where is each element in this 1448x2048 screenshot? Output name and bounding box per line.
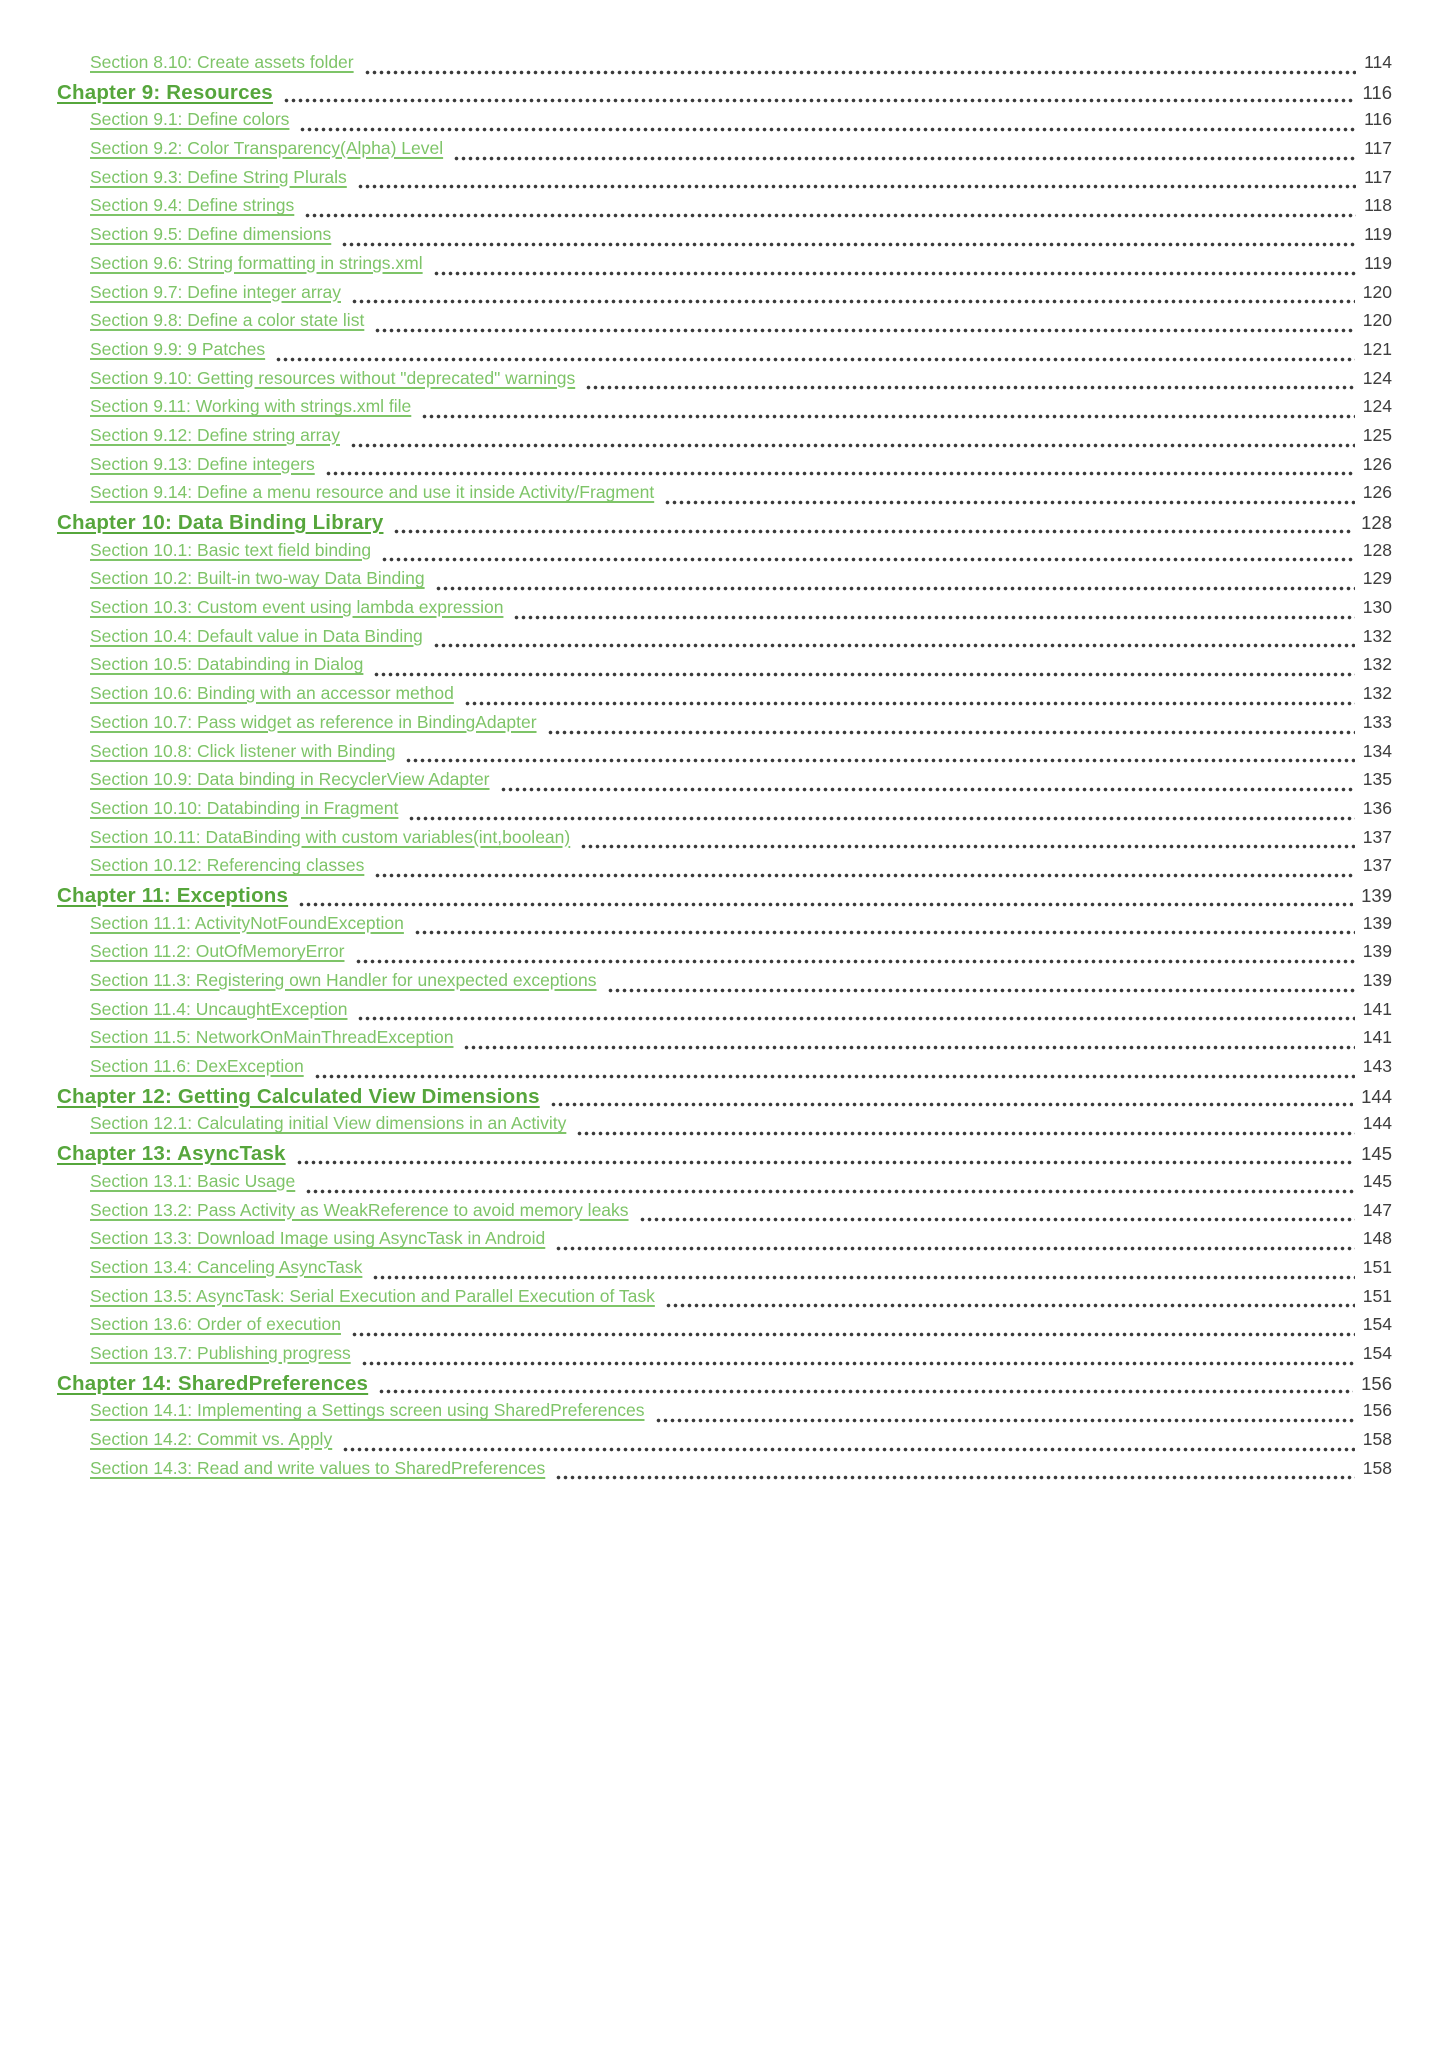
page-number: 151	[1362, 1285, 1392, 1306]
toc-link[interactable]: Section 10.3: Custom event using lambda expression	[90, 597, 504, 618]
dotted-leader	[607, 988, 1355, 993]
toc-link[interactable]: Section 9.9: 9 Patches	[90, 338, 266, 359]
page-number: 129	[1362, 568, 1392, 589]
toc-link[interactable]: Section 10.12: Referencing classes	[90, 855, 365, 876]
toc-link[interactable]: Section 12.1: Calculating initial View dimensions in an Activity	[90, 1113, 567, 1134]
page-number: 118	[1364, 195, 1392, 216]
page-number: 139	[1362, 941, 1392, 962]
dotted-leader	[374, 328, 1354, 333]
dotted-leader	[351, 299, 1355, 304]
page-number: 151	[1362, 1256, 1392, 1277]
toc-link[interactable]: Section 13.2: Pass Activity as WeakReference to avoid memory leaks	[90, 1199, 629, 1220]
page-number: 156	[1362, 1400, 1392, 1421]
toc-link[interactable]: Section 11.1: ActivityNotFoundException	[90, 912, 404, 933]
toc-link[interactable]: Section 13.5: AsyncTask: Serial Execution and Parallel Execution of Task	[90, 1285, 655, 1306]
toc-entry-section	[57, 1200, 1392, 1229]
dotted-leader	[305, 1189, 1355, 1194]
toc-entry-section	[57, 52, 1392, 81]
toc-entry-chapter	[57, 1372, 1392, 1401]
dotted-leader	[275, 357, 1355, 362]
toc-entry-section	[57, 224, 1392, 253]
page-number: 141	[1362, 998, 1392, 1019]
toc-entry-section	[57, 138, 1392, 167]
page-number: 132	[1362, 625, 1392, 646]
toc-entry-chapter	[57, 81, 1392, 110]
toc-link[interactable]: Chapter 10: Data Binding Library	[57, 511, 384, 534]
page-number: 121	[1362, 338, 1392, 359]
dotted-leader	[325, 471, 1355, 476]
dotted-leader	[500, 787, 1355, 792]
dotted-leader	[639, 1217, 1355, 1222]
page-number: 145	[1361, 1143, 1392, 1165]
toc-link[interactable]: Section 9.11: Working with strings.xml file	[90, 396, 412, 417]
toc-link[interactable]: Section 11.6: DexException	[90, 1056, 304, 1077]
toc-link[interactable]: Section 8.10: Create assets folder	[90, 52, 354, 72]
toc-entry-section	[57, 1343, 1392, 1372]
page-number: 154	[1362, 1314, 1392, 1335]
toc-entry-section	[57, 741, 1392, 770]
toc-link[interactable]: Section 14.2: Commit vs. Apply	[90, 1429, 333, 1449]
page-number: 144	[1362, 1113, 1392, 1134]
page-number: 132	[1362, 683, 1392, 704]
page-number: 145	[1362, 1170, 1392, 1191]
page-number: 126	[1362, 453, 1392, 474]
dotted-leader	[513, 615, 1354, 620]
toc-entry-section	[57, 1257, 1392, 1286]
toc-link[interactable]: Section 10.2: Built-in two-way Data Binding	[90, 568, 425, 589]
toc-entry-section	[57, 253, 1392, 282]
toc-entry-section	[57, 454, 1392, 483]
dotted-leader	[296, 1160, 1353, 1165]
toc-entry-section	[57, 798, 1392, 827]
toc-link[interactable]: Section 9.14: Define a menu resource and use it inside Activity/Fragment	[90, 482, 655, 503]
toc-link[interactable]: Section 10.1: Basic text field binding	[90, 539, 372, 560]
toc-link[interactable]: Section 9.7: Define integer array	[90, 281, 341, 302]
dotted-leader	[433, 271, 1356, 276]
toc-entry-section	[57, 1027, 1392, 1056]
page-number: 137	[1362, 826, 1392, 847]
dotted-leader	[463, 1045, 1354, 1050]
dotted-leader	[665, 1303, 1355, 1308]
toc-link[interactable]: Section 10.7: Pass widget as reference in BindingAdapter	[90, 711, 537, 732]
dotted-leader	[433, 643, 1355, 648]
dotted-leader	[576, 1131, 1354, 1136]
toc-link[interactable]: Section 9.1: Define colors	[90, 109, 290, 130]
toc-entry-section	[57, 626, 1392, 655]
toc-link[interactable]: Section 10.4: Default value in Data Binding	[90, 625, 423, 646]
page-number: 116	[1364, 109, 1392, 130]
toc-entry-section	[57, 396, 1392, 425]
dotted-leader	[464, 701, 1355, 706]
dotted-leader	[357, 184, 1356, 189]
toc-entry-section	[57, 482, 1392, 511]
toc-entry-section	[57, 282, 1392, 311]
page-number: 134	[1362, 740, 1392, 761]
toc-link[interactable]: Section 9.5: Define dimensions	[90, 224, 332, 245]
toc-entry-section	[57, 970, 1392, 999]
toc-entry-section	[57, 1056, 1392, 1085]
toc-entry-chapter	[57, 1085, 1392, 1114]
toc-entry-section	[57, 1400, 1392, 1429]
toc-link[interactable]: Section 9.3: Define String Plurals	[90, 166, 347, 187]
page-number: 158	[1362, 1457, 1392, 1478]
page-number: 128	[1361, 512, 1392, 533]
page-number: 117	[1364, 138, 1392, 159]
toc-link[interactable]: Section 13.3: Download Image using AsyncTask in Android	[90, 1228, 546, 1249]
page-number: 130	[1362, 597, 1392, 618]
toc-link[interactable]: Section 13.1: Basic Usage	[90, 1170, 296, 1191]
dotted-leader	[550, 1102, 1353, 1107]
page-number: 158	[1362, 1429, 1392, 1449]
toc-link[interactable]: Section 10.9: Data binding in RecyclerView Adapter	[90, 769, 490, 790]
toc-entry-section	[57, 1286, 1392, 1315]
toc-entry-section	[57, 999, 1392, 1028]
page-number: 132	[1362, 654, 1392, 675]
dotted-leader	[373, 672, 1354, 677]
dotted-leader	[585, 385, 1355, 390]
dotted-leader	[357, 1016, 1354, 1021]
toc-link[interactable]: Section 14.1: Implementing a Settings screen using SharedPreferences	[90, 1400, 645, 1421]
dotted-leader	[555, 1475, 1355, 1480]
toc-link[interactable]: Chapter 13: AsyncTask	[57, 1142, 286, 1166]
toc-link[interactable]: Chapter 12: Getting Calculated View Dimensions	[57, 1084, 540, 1108]
toc-entry-section	[57, 683, 1392, 712]
toc-link[interactable]: Section 13.7: Publishing progress	[90, 1342, 351, 1363]
dotted-leader	[283, 98, 1355, 103]
page-number: 124	[1362, 396, 1392, 417]
dotted-leader	[580, 844, 1355, 849]
page-number: 116	[1362, 81, 1392, 103]
toc-link[interactable]: Chapter 9: Resources	[57, 80, 273, 104]
page-number: 133	[1362, 711, 1392, 732]
page-number: 128	[1362, 539, 1392, 560]
page-number: 147	[1362, 1199, 1392, 1220]
toc-link[interactable]: Section 9.4: Define strings	[90, 195, 295, 216]
dotted-leader	[351, 1332, 1355, 1337]
toc-entry-section	[57, 1314, 1392, 1343]
toc-link[interactable]: Section 13.6: Order of execution	[90, 1314, 341, 1335]
page-number: 119	[1364, 252, 1392, 273]
page-number: 139	[1361, 884, 1392, 906]
toc-entry-chapter	[57, 884, 1392, 913]
page-number: 137	[1362, 855, 1392, 876]
toc-entry-section	[57, 597, 1392, 626]
toc-entry-section	[57, 769, 1392, 798]
page-number: 139	[1362, 970, 1392, 990]
page-number: 125	[1362, 424, 1392, 445]
dotted-leader	[364, 70, 1356, 75]
page-number: 120	[1362, 310, 1392, 331]
toc-entry-section	[57, 913, 1392, 942]
toc-entry-section	[57, 1458, 1392, 1487]
page-number: 124	[1362, 367, 1392, 388]
page-number: 126	[1362, 482, 1392, 503]
toc-link[interactable]: Section 10.8: Click listener with Binding	[90, 740, 396, 761]
dotted-leader	[350, 443, 1355, 448]
dotted-leader	[304, 213, 1356, 218]
toc-link[interactable]: Section 13.4: Canceling AsyncTask	[90, 1256, 363, 1277]
page-number: 135	[1362, 769, 1392, 790]
toc-entry-section	[57, 167, 1392, 196]
page-number: 117	[1364, 166, 1392, 187]
dotted-leader	[547, 730, 1355, 735]
toc-link[interactable]: Section 9.8: Define a color state list	[90, 310, 365, 331]
page-number: 119	[1364, 224, 1392, 245]
dotted-leader	[298, 902, 1353, 907]
toc-link[interactable]: Section 9.2: Color Transparency(Alpha) Level	[90, 138, 444, 159]
dotted-leader	[421, 414, 1355, 419]
toc-link[interactable]: Section 10.6: Binding with an accessor method	[90, 683, 454, 704]
toc-entry-section	[57, 1429, 1392, 1458]
page-number: 144	[1361, 1085, 1392, 1107]
toc-entry-section	[57, 941, 1392, 970]
page-number: 143	[1362, 1056, 1392, 1077]
dotted-leader	[405, 758, 1354, 763]
page-number: 136	[1362, 797, 1392, 818]
toc-link[interactable]: Chapter 14: SharedPreferences	[57, 1371, 369, 1395]
toc-link[interactable]: Section 11.4: UncaughtException	[90, 998, 348, 1019]
dotted-leader	[435, 586, 1355, 591]
page-number: 114	[1364, 52, 1392, 72]
toc-entry-section	[57, 1113, 1392, 1142]
toc-link[interactable]: Section 11.2: OutOfMemoryError	[90, 941, 345, 962]
toc-entry-section	[57, 540, 1392, 569]
dotted-leader	[408, 816, 1354, 821]
dotted-leader	[372, 1275, 1354, 1280]
dotted-leader	[314, 1074, 1355, 1079]
page-number: 148	[1362, 1228, 1392, 1249]
toc-link[interactable]: Section 11.3: Registering own Handler for unexpected exceptions	[90, 970, 597, 990]
dotted-leader	[374, 873, 1354, 878]
toc-entry-chapter	[57, 1142, 1392, 1171]
page-number: 154	[1362, 1342, 1392, 1363]
page-number: 141	[1362, 1027, 1392, 1048]
page-number: 120	[1362, 281, 1392, 302]
dotted-leader	[393, 529, 1353, 534]
dotted-leader	[414, 930, 1355, 935]
dotted-leader	[453, 156, 1356, 161]
dotted-leader	[341, 242, 1356, 247]
dotted-leader	[555, 1246, 1355, 1251]
toc-entry-section	[57, 1171, 1392, 1200]
dotted-leader	[361, 1361, 1355, 1366]
toc-link[interactable]: Section 14.3: Read and write values to SharedPreferences	[90, 1457, 546, 1478]
toc-link[interactable]: Section 10.5: Databinding in Dialog	[90, 654, 364, 675]
dotted-leader	[342, 1447, 1355, 1452]
toc-entry-section	[57, 109, 1392, 138]
toc-link[interactable]: Section 10.11: DataBinding with custom variables(int,boolean)	[90, 826, 571, 847]
toc-entry-section	[57, 654, 1392, 683]
page-number: 139	[1362, 912, 1392, 933]
dotted-leader	[355, 959, 1355, 964]
toc-link[interactable]: Section 10.10: Databinding in Fragment	[90, 797, 399, 818]
toc-link[interactable]: Section 9.10: Getting resources without "deprecated" warnings	[90, 367, 576, 388]
toc-entry-section	[57, 712, 1392, 741]
toc-entry-section	[57, 368, 1392, 397]
toc-list	[57, 52, 1392, 1486]
dotted-leader	[381, 557, 1355, 562]
toc-entry-section	[57, 1228, 1392, 1257]
toc-link[interactable]: Section 9.12: Define string array	[90, 424, 340, 445]
dotted-leader	[664, 500, 1355, 505]
toc-entry-section	[57, 425, 1392, 454]
toc-entry-section	[57, 195, 1392, 224]
toc-entry-section	[57, 827, 1392, 856]
toc-entry-section	[57, 339, 1392, 368]
dotted-leader	[378, 1389, 1353, 1394]
toc-entry-chapter	[57, 511, 1392, 540]
dotted-leader	[655, 1418, 1355, 1423]
toc-link[interactable]: Section 11.5: NetworkOnMainThreadException	[90, 1027, 454, 1048]
toc-entry-section	[57, 568, 1392, 597]
page-number: 156	[1361, 1372, 1392, 1394]
toc-entry-section	[57, 310, 1392, 339]
toc-link[interactable]: Section 9.6: String formatting in strings.xml	[90, 252, 423, 273]
toc-link[interactable]: Chapter 11: Exceptions	[57, 883, 289, 907]
toc-entry-section	[57, 855, 1392, 884]
toc-link[interactable]: Section 9.13: Define integers	[90, 453, 315, 474]
dotted-leader	[299, 127, 1356, 132]
